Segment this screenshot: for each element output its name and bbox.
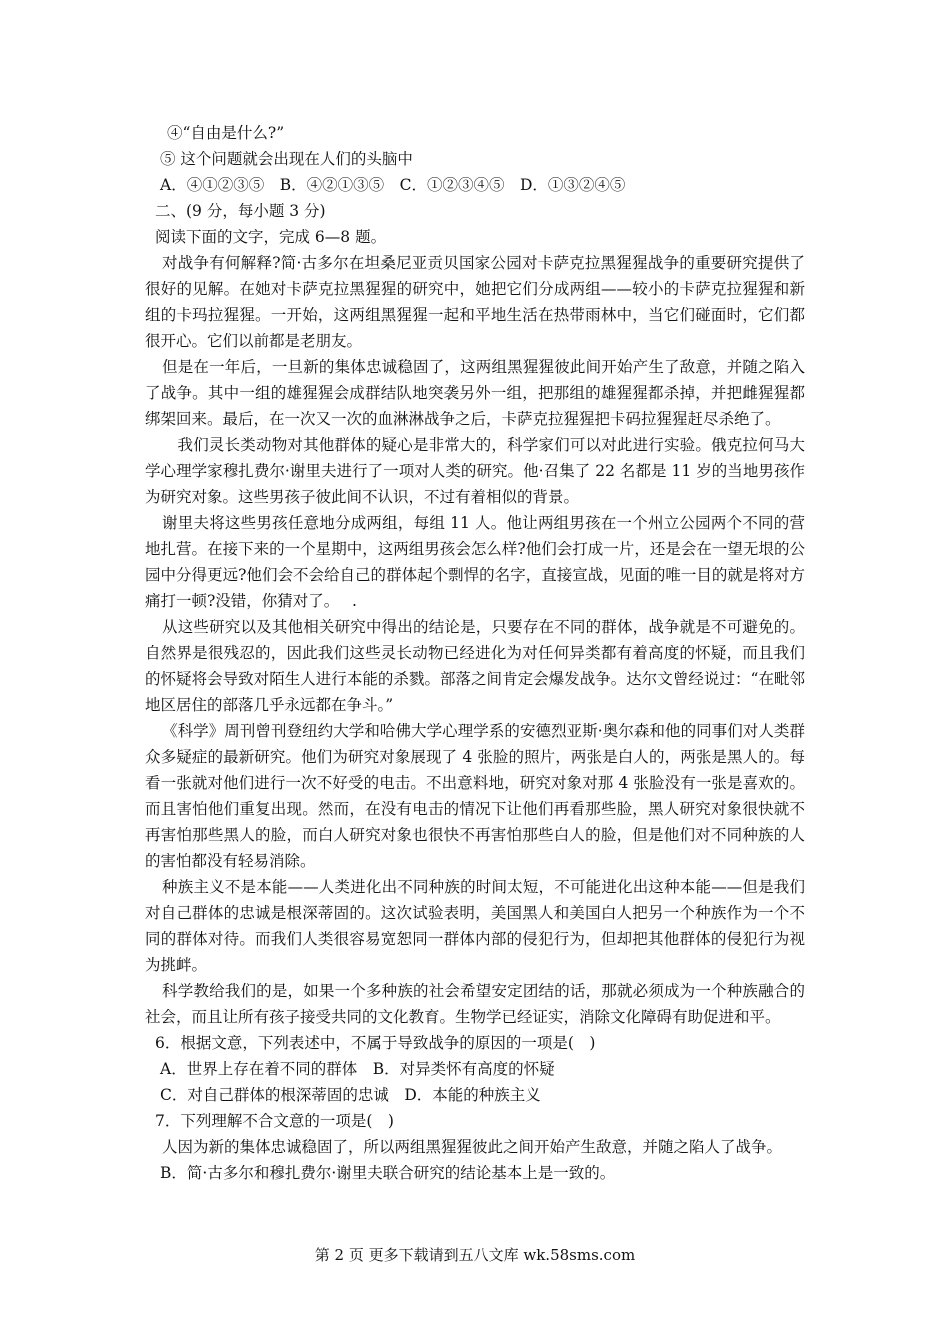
passage-paragraph: 种族主义不是本能——人类进化出不同种族的时间太短，不可能进化出这种本能——但是我们对自己群体的忠诚是根深蒂固的。这次试验表明，美国黑人和美国白人把另一个种族作为一个不同的群体对待。而我们人类很容易宽恕同一群体内部的侵犯行为，但却把其他群体的侵犯行为视为挑衅。 (145, 878, 805, 974)
passage-paragraph: 谢里夫将这些男孩任意地分成两组，每组 11 人。他让两组男孩在一个州立公园两个不同的营地扎营。在接下来的一个星期中，这两组男孩会怎么样?他们会打成一片，还是会在一望无垠的公园中分得更远?他们会不会给自己的群体起个剽悍的名字，直接宣战，见面的唯一目的就是将对方痛打一顿?没错，你猜对了。 . (145, 514, 805, 610)
question-6-options-ab: A．世界上存在着不同的群体 B．对异类怀有高度的怀疑 (160, 1060, 555, 1078)
passage-paragraph: 对战争有何解释?简·古多尔在坦桑尼亚贡贝国家公园对卡萨克拉黑猩猩战争的重要研究提供了很好的见解。在她对卡萨克拉黑猩猩的研究中，她把它们分成两组——较小的卡萨克拉猩猩和新组的卡玛拉猩猩。一开始，这两组黑猩猩一起和平地生活在热带雨林中，当它们碰面时，它们都很开心。它们以前都是老朋友。 (145, 254, 805, 350)
page-footer: 第 2 页 更多下载请到五八文库 wk.58sms.com (314, 1246, 636, 1264)
option-item-5: ⑤ 这个问题就会出现在人们的头脑中 (160, 150, 413, 168)
passage-paragraph: 我们灵长类动物对其他群体的疑心是非常大的，科学家们可以对此进行实验。俄克拉何马大学心理学家穆扎费尔·谢里夫进行了一项对人类的研究。他·召集了 22 名都是 11 岁的当地男孩作为研究对象。这些男孩子彼此间不认识，不过有着相似的背景。 (145, 436, 805, 506)
passage-paragraph: 从这些研究以及其他相关研究中得出的结论是，只要存在不同的群体，战争就是不可避免的。自然界是很残忍的，因此我们这些灵长动物已经进化为对任何异类都有着高度的怀疑，而且我们的怀疑将会导致对陌生人进行本能的杀戮。部落之间肯定会爆发战争。达尔文曾经说过：“在毗邻地区居住的部落几乎永远都在争斗。” (145, 618, 805, 714)
reading-instruction: 阅读下面的文字，完成 6—8 题。 (155, 228, 387, 246)
passage-paragraph: 《科学》周刊曾刊登纽约大学和哈佛大学心理学系的安德烈亚斯·奥尔森和他的同事们对人类群众多疑症的最新研究。他们为研究对象展现了 4 张脸的照片，两张是白人的，两张是黑人的。每看一张就对他们进行一次不好受的电击。不出意料地，研究对象对那 4 张脸没有一张是喜欢的。而且害怕他们重复出现。然而，在没有电击的情况下让他们再看那些脸，黑人研究对象很快就不再害怕那些黑人的脸，而白人研究对象也很快不再害怕那些白人的脸，但是他们对不同种族的人的害怕都没有轻易消除。 (145, 722, 805, 870)
option-item-4: ④“自由是什么?” (167, 124, 285, 142)
question-6-stem: 6．根据文意，下列表述中，不属于导致战争的原因的一项是( ) (155, 1034, 596, 1052)
document-body (145, 120, 805, 1186)
question-7-stem: 7．下列理解不合文意的一项是( ) (155, 1112, 394, 1130)
passage-paragraph: 科学教给我们的是，如果一个多种族的社会希望安定团结的话，那就必须成为一个种族融合的社会，而且让所有孩子接受共同的文化教育。生物学已经证实，消除文化障碍有助促进和平。 (145, 982, 805, 1026)
question-6-options-cd: C．对自己群体的根深蒂固的忠诚 D．本能的种族主义 (160, 1086, 541, 1104)
question-7-option-b: B．简·古多尔和穆扎费尔·谢里夫联合研究的结论基本上是一致的。 (160, 1164, 616, 1182)
passage-paragraph: 但是在一年后，一旦新的集体忠诚稳固了，这两组黑猩猩彼此间开始产生了敌意，并随之陷入了战争。其中一组的雄猩猩会成群结队地突袭另外一组，把那组的雄猩猩都杀掉，并把雌猩猩都绑架回来。最后，在一次又一次的血淋淋战争之后，卡萨克拉猩猩把卡码拉猩猩赶尽杀绝了。 (145, 358, 805, 428)
section-heading: 二、(9 分，每小题 3 分) (155, 202, 326, 220)
question-7-option-a: 人因为新的集体忠诚稳固了，所以两组黑猩猩彼此之间开始产生敌意，并随之陷人了战争。 (162, 1138, 783, 1156)
q5-answer-choices: A．④①②③⑤ B．④②①③⑤ C．①②③④⑤ D．①③②④⑤ (160, 176, 626, 194)
